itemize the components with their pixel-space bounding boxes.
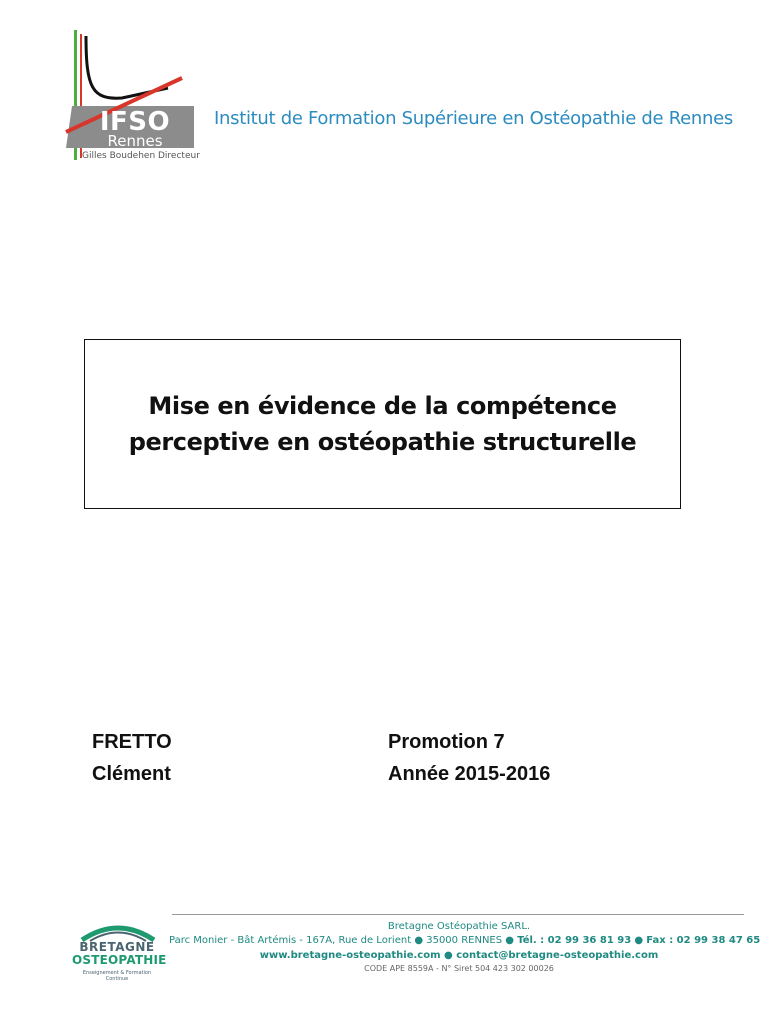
footer-company: Bretagne Ostéopathie SARL. [387, 921, 531, 932]
footer-contact [169, 920, 761, 975]
logo-city: Rennes [107, 132, 163, 150]
academic-year: Année 2015-2016 [388, 763, 551, 785]
logo-word-bretagne: BRETAGNE [79, 940, 155, 954]
logo-word-osteopathie: OSTEOPATHIE [72, 953, 167, 967]
institute-title: Institut de Formation Supérieure en Ostéopathie de Rennes [214, 108, 733, 129]
bullet-icon: ● [443, 950, 457, 961]
footer-website[interactable]: www.bretagne-osteopathie.com [259, 950, 441, 961]
header [62, 28, 733, 168]
bullet-icon: ● [414, 935, 427, 946]
footer-email[interactable]: contact@bretagne-osteopathie.com [456, 950, 659, 961]
footer-postal: 35000 RENNES [426, 935, 503, 946]
logo-name: IFSO [99, 107, 171, 137]
bullet-icon: ● [505, 935, 518, 946]
footer-divider [172, 914, 744, 915]
footer-phone: Tél. : 02 99 36 81 93 [517, 935, 632, 946]
thesis-title-line-1: Mise en évidence de la compétence [148, 392, 617, 420]
author-block [92, 726, 172, 790]
footer-address: Parc Monier - Bât Artémis - 167A, Rue de Lorient [169, 935, 412, 946]
footer [44, 910, 761, 982]
logo-arc-icon [72, 920, 164, 942]
thesis-title-box [84, 339, 681, 509]
bretagne-osteopathie-logo [72, 920, 167, 982]
promotion-block [388, 726, 550, 790]
bullet-icon: ● [634, 935, 647, 946]
ifso-logo [62, 28, 202, 166]
footer-fax: Fax : 02 99 38 47 65 [646, 935, 761, 946]
thesis-title-line-2: perceptive en ostéopathie structurelle [128, 428, 637, 456]
footer-address-line [169, 933, 761, 948]
footer-web-line [169, 948, 749, 963]
logo-director: Gilles Boudehen Directeur [82, 151, 200, 161]
author-last-name: FRETTO [92, 731, 172, 753]
author-first-name: Clément [92, 763, 171, 785]
promotion-label: Promotion 7 [388, 731, 505, 753]
footer-legal: CODE APE 8559A - N° Siret 504 423 302 00026 [364, 964, 554, 973]
logo-tagline: Enseignement & Formation Continue [82, 970, 152, 982]
